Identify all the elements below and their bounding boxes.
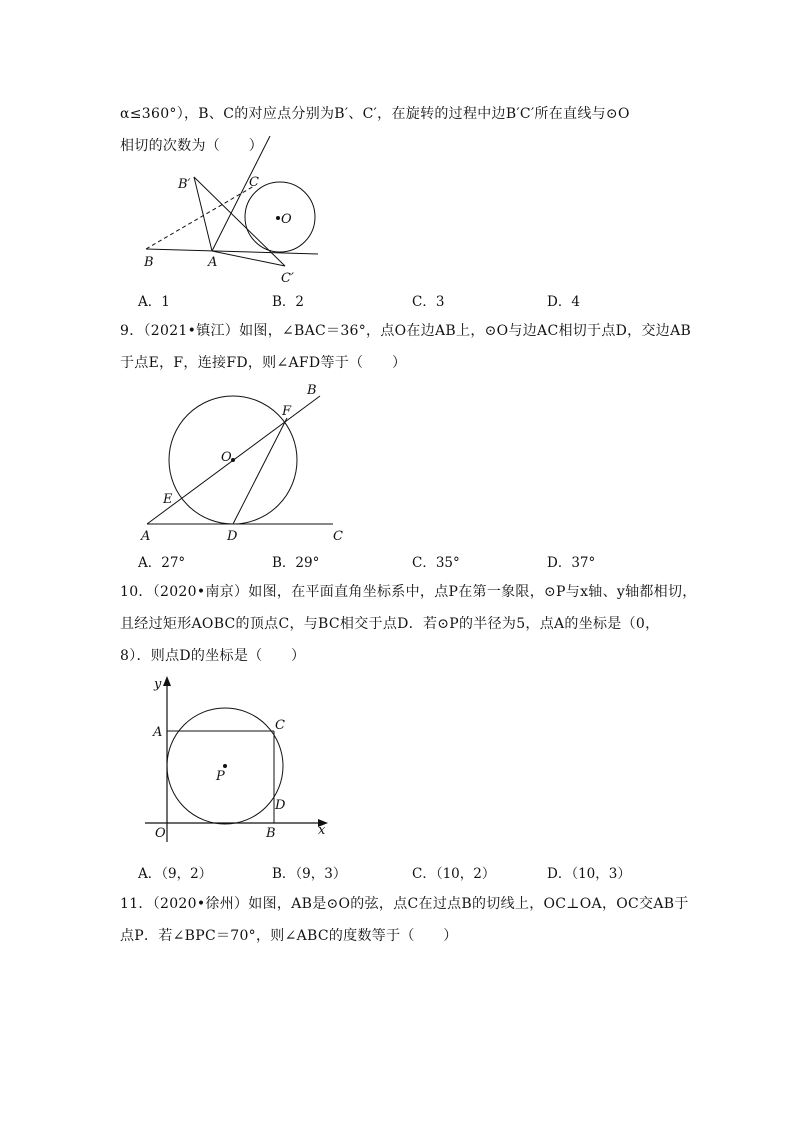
q8-option-b[interactable]: B．2 xyxy=(272,294,305,310)
q11-text-line2: 点P．若∠BPC＝70°，则∠ABC的度数等于（ ） xyxy=(120,928,458,944)
q9-option-a[interactable]: A．27° xyxy=(138,555,186,571)
q8-label-A: A xyxy=(208,255,218,270)
q9-label-D: D xyxy=(227,529,238,544)
q10-text-line3: 8）．则点D的坐标是（ ） xyxy=(120,648,306,664)
q10-label-B: B xyxy=(266,826,276,841)
q10-options xyxy=(138,862,631,882)
q10-option-d[interactable]: D．（10，3） xyxy=(547,866,631,882)
q10-label-C: C xyxy=(275,718,285,733)
q9-label-B: B xyxy=(307,383,317,398)
q8-options xyxy=(138,290,598,310)
q9-label-O: O xyxy=(221,450,232,465)
q10-option-b[interactable]: B．（9，3） xyxy=(272,866,347,882)
q10-label-y: y xyxy=(154,677,162,692)
q8-label-Cprime: C′ xyxy=(281,271,294,286)
q8-text-line1: α≤360°），B、C的对应点分别为B′、C′，在旋转的过程中边B′C′所在直线与⊙O xyxy=(120,106,630,122)
q8-label-O: O xyxy=(281,212,292,227)
q10-option-c[interactable]: C．（10，2） xyxy=(412,866,496,882)
q10-figure xyxy=(140,670,340,850)
q8-text-line2: 相切的次数为（ ） xyxy=(120,138,263,154)
q10-text-line2: 且经过矩形AOBC的顶点C，与BC相交于点D．若⊙P的半径为5，点A的坐标是（0， xyxy=(120,616,660,632)
q9-label-C: C xyxy=(333,529,343,544)
q9-label-E: E xyxy=(163,492,173,507)
q8-option-c[interactable]: C．3 xyxy=(412,294,445,310)
q10-label-O: O xyxy=(155,826,166,841)
q9-label-F: F xyxy=(282,404,292,419)
q8-label-C: C xyxy=(249,175,259,190)
q11-text-line1: 11．（2020•徐州）如图，AB是⊙O的弦，点C在过点B的切线上，OC⊥OA，OC交AB于 xyxy=(120,896,689,912)
q8-figure xyxy=(130,132,330,292)
q8-label-B: B xyxy=(144,255,154,270)
q10-text-line1: 10．（2020•南京）如图，在平面直角坐标系中，点P在第一象限，⊙P与x轴、y轴都相切， xyxy=(120,584,697,600)
q8-option-a[interactable]: A．1 xyxy=(138,294,170,310)
q10-option-a[interactable]: A．（9，2） xyxy=(138,866,213,882)
q9-figure xyxy=(135,378,355,548)
q9-text-line2: 于点E，F，连接FD，则∠AFD等于（ ） xyxy=(120,355,407,371)
q10-label-P: P xyxy=(216,769,225,784)
q9-label-A: A xyxy=(141,529,151,544)
q10-label-x: x xyxy=(318,823,326,838)
q9-option-c[interactable]: C．35° xyxy=(412,555,460,571)
q10-label-D: D xyxy=(275,798,286,813)
q9-options xyxy=(138,551,598,571)
q8-label-Bprime: B′ xyxy=(178,177,191,192)
q8-option-d[interactable]: D．4 xyxy=(547,294,580,310)
q10-label-A: A xyxy=(153,725,163,740)
q9-option-b[interactable]: B．29° xyxy=(272,555,320,571)
q9-text-line1: 9．（2021•镇江）如图，∠BAC＝36°，点O在边AB上，⊙O与边AC相切于点D，交边AB xyxy=(120,323,692,339)
q9-option-d[interactable]: D．37° xyxy=(547,555,596,571)
